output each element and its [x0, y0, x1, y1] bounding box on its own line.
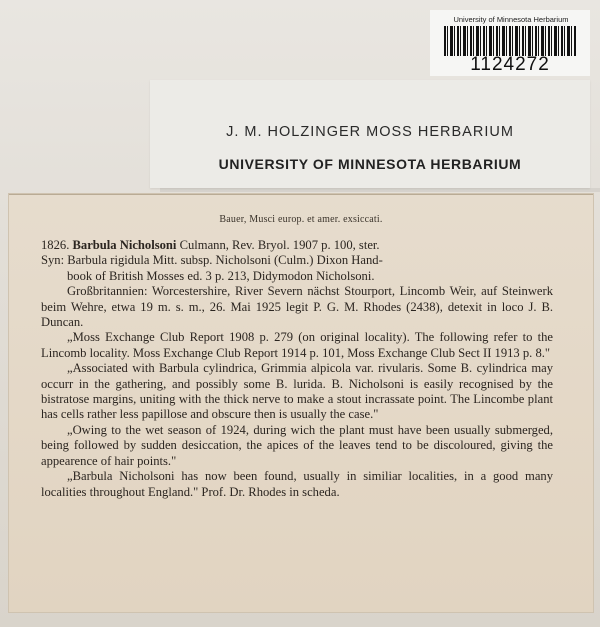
association-paragraph: „Associated with Barbula cylindrica, Grimmia alpicola var. rivularis. Some B. cylindrica may occurr in the gathering, and possibly some B. lurida. B. Nicholsoni is easily recognised by the bistratose margins, uniting with the thick nerve to make a stout incrassate point. The Lincombe plant has cells rather less papillose and obscure then is usually the case."	[41, 361, 553, 422]
reference-paragraph: „Moss Exchange Club Report 1908 p. 279 (on original locality). The following refer to the Lincomb locality. Moss Exchange Club Report 1914 p. 101, Moss Exchange Club Sect II 1913 p. 8."	[41, 330, 553, 360]
specimen-label-text	[41, 238, 553, 500]
barcode-icon	[444, 26, 576, 56]
entry-number: 1826.	[41, 238, 70, 252]
synonym-line: Syn: Barbula rigidula Mitt. subsp. Nicholsoni (Culm.) Dixon Hand-	[41, 253, 383, 268]
herbarium-header-label	[150, 80, 590, 188]
entry-heading	[41, 238, 553, 253]
specimen-packet	[8, 193, 594, 613]
packet-fold-line	[9, 194, 593, 195]
season-paragraph: „Owing to the wet season of 1924, during wich the plant must have been usually submerged, being followed by sudden desiccation, the apices of the leaves tend to be discoloured, giving the appearence of hair points."	[41, 422, 553, 468]
barcode-number: 1124272	[470, 54, 550, 75]
species-name: Barbula Nicholsoni	[72, 238, 177, 252]
distribution-paragraph: „Barbula Nicholsoni has now been found, usually in similiar localities, in a good many localities throughout England." Prof. Dr. Rhodes in scheda.	[41, 469, 553, 499]
herbarium-name: J. M. HOLZINGER MOSS HERBARIUM	[226, 124, 514, 140]
label-shadow	[160, 188, 600, 192]
entry-citation: Culmann, Rev. Bryol. 1907 p. 100, ster.	[176, 238, 380, 252]
barcode-institution: University of Minnesota Herbarium	[453, 15, 569, 24]
barcode-label	[430, 10, 590, 76]
institution-name: UNIVERSITY OF MINNESOTA HERBARIUM	[218, 156, 522, 172]
synonym-continuation: book of British Mosses ed. 3 p. 213, Didymodon Nicholsoni.	[67, 268, 375, 283]
exsiccata-source: Bauer, Musci europ. et amer. exsiccati.	[219, 214, 383, 225]
locality-paragraph: Großbritannien: Worcestershire, River Severn nächst Stourport, Lincomb Weir, auf Steinwerk beim Wehre, etwa 19 m. s. m., 26. Mai 1925 legit P. G. M. Rhodes (2438), detexit in loco J. B. Duncan.	[41, 284, 553, 330]
